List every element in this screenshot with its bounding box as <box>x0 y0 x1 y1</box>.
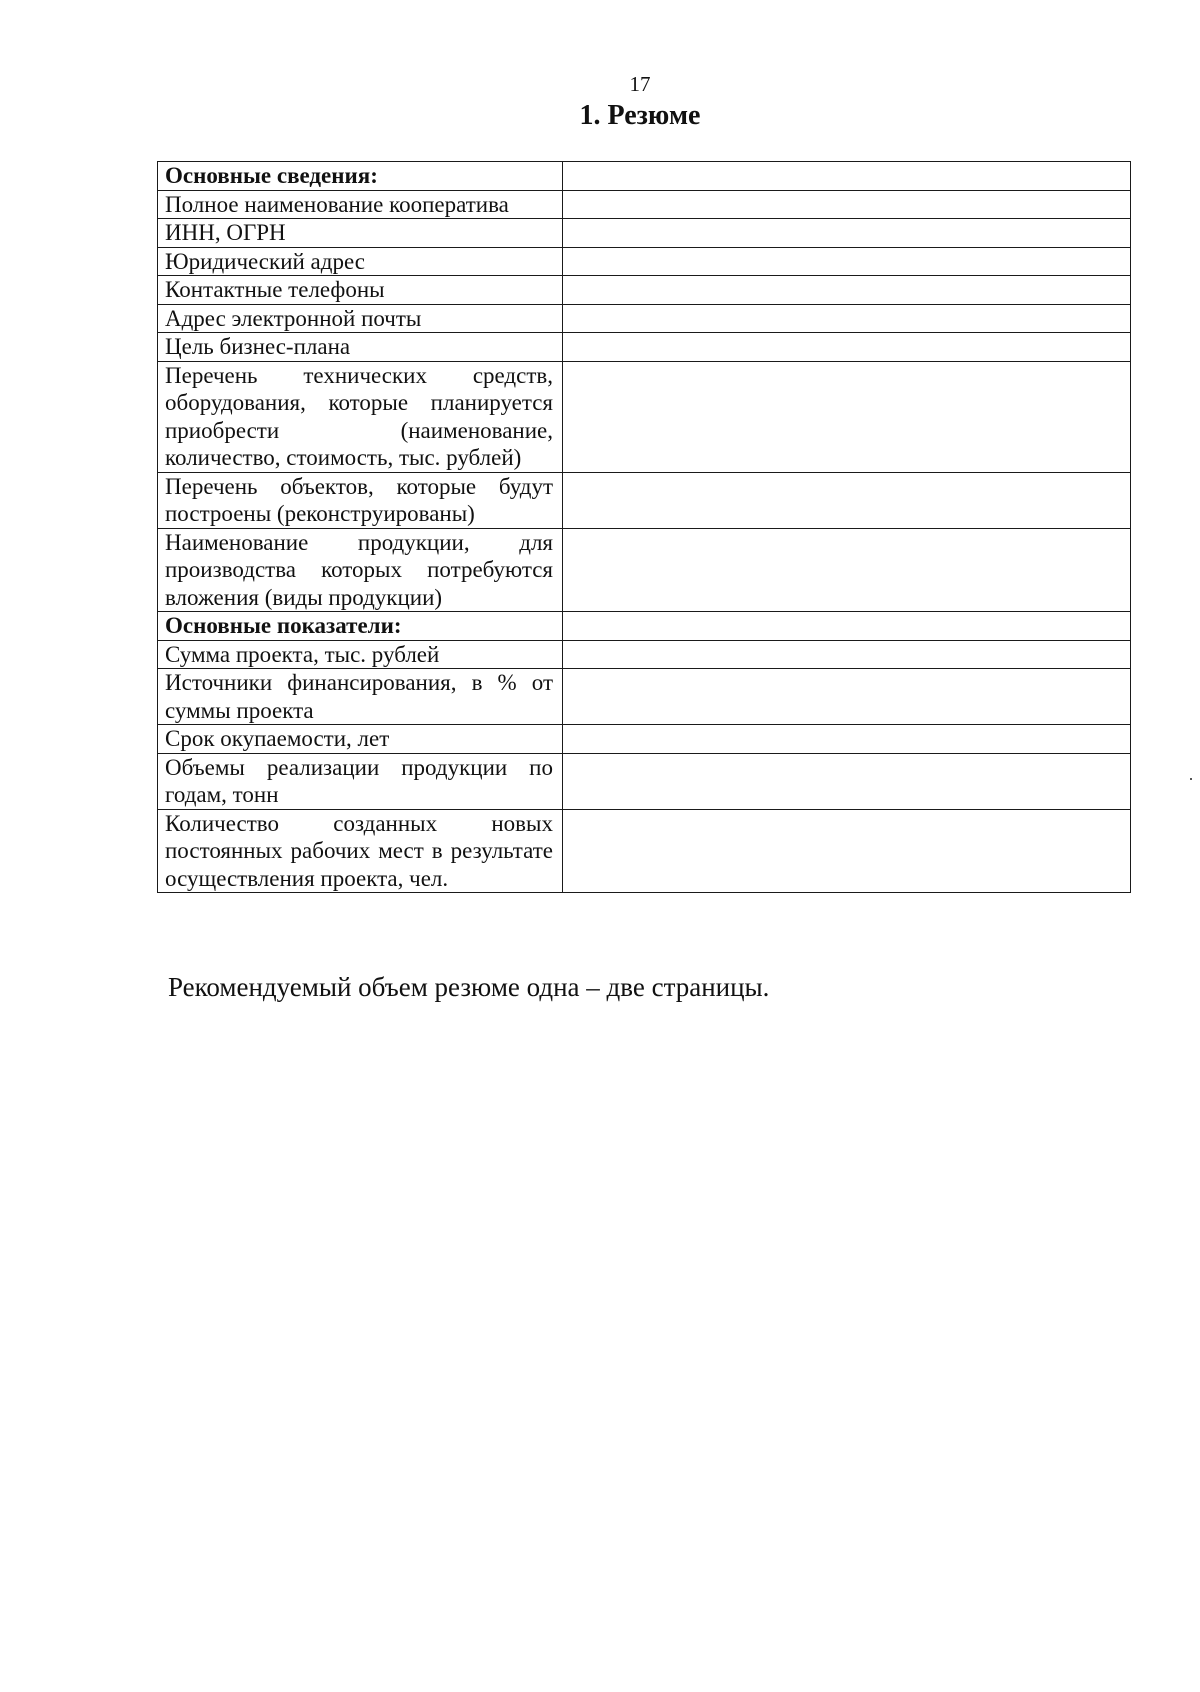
value-cell <box>563 333 1131 362</box>
table-row <box>158 219 1131 248</box>
field-label: Количество созданных новых постоянных рабочих мест в результате осуществления проекта, чел. <box>158 809 563 893</box>
table-row <box>158 809 1131 893</box>
field-label: ИНН, ОГРН <box>158 219 563 248</box>
recommendation-note: Рекомендуемый объем резюме одна – две страницы. <box>168 972 770 1002</box>
table-row <box>158 304 1131 333</box>
table-row <box>158 612 1131 641</box>
value-cell <box>563 640 1131 669</box>
table-row <box>158 276 1131 305</box>
field-label: Наименование продукции, для производства которых потребуются вложения (виды продукции) <box>158 528 563 612</box>
table-row <box>158 725 1131 754</box>
field-label: Источники финансирования, в % от суммы проекта <box>158 669 563 725</box>
value-cell <box>563 809 1131 893</box>
table-row <box>158 669 1131 725</box>
value-cell <box>563 190 1131 219</box>
value-cell <box>563 612 1131 641</box>
value-cell <box>563 276 1131 305</box>
field-label: Полное наименование кооператива <box>158 190 563 219</box>
field-label: Контактные телефоны <box>158 276 563 305</box>
value-cell <box>563 472 1131 528</box>
table-row <box>158 472 1131 528</box>
page-number: 17 <box>629 72 651 96</box>
value-cell <box>563 162 1131 191</box>
table-row <box>158 528 1131 612</box>
table-row <box>158 247 1131 276</box>
value-cell <box>563 304 1131 333</box>
field-label: Адрес электронной почты <box>158 304 563 333</box>
field-label: Перечень объектов, которые будут построены (реконструированы) <box>158 472 563 528</box>
table-row <box>158 162 1131 191</box>
section-title: 1. Резюме <box>579 100 701 131</box>
value-cell <box>563 361 1131 472</box>
scan-speck <box>1190 778 1192 780</box>
field-label: Юридический адрес <box>158 247 563 276</box>
section-header-indicators: Основные показатели: <box>158 612 563 641</box>
table-row <box>158 190 1131 219</box>
value-cell <box>563 247 1131 276</box>
value-cell <box>563 725 1131 754</box>
field-label: Срок окупаемости, лет <box>158 725 563 754</box>
value-cell <box>563 669 1131 725</box>
table-row <box>158 640 1131 669</box>
table-row <box>158 753 1131 809</box>
field-label: Объемы реализации продукции по годам, тонн <box>158 753 563 809</box>
field-label: Сумма проекта, тыс. рублей <box>158 640 563 669</box>
summary-table <box>157 161 1131 893</box>
value-cell <box>563 528 1131 612</box>
table-row <box>158 333 1131 362</box>
field-label: Цель бизнес-плана <box>158 333 563 362</box>
field-label: Перечень технических средств, оборудования, которые планируется приобрести (наименование, количество, стоимость, тыс. рублей) <box>158 361 563 472</box>
value-cell <box>563 219 1131 248</box>
section-header-basic-info: Основные сведения: <box>158 162 563 191</box>
table-row <box>158 361 1131 472</box>
value-cell <box>563 753 1131 809</box>
